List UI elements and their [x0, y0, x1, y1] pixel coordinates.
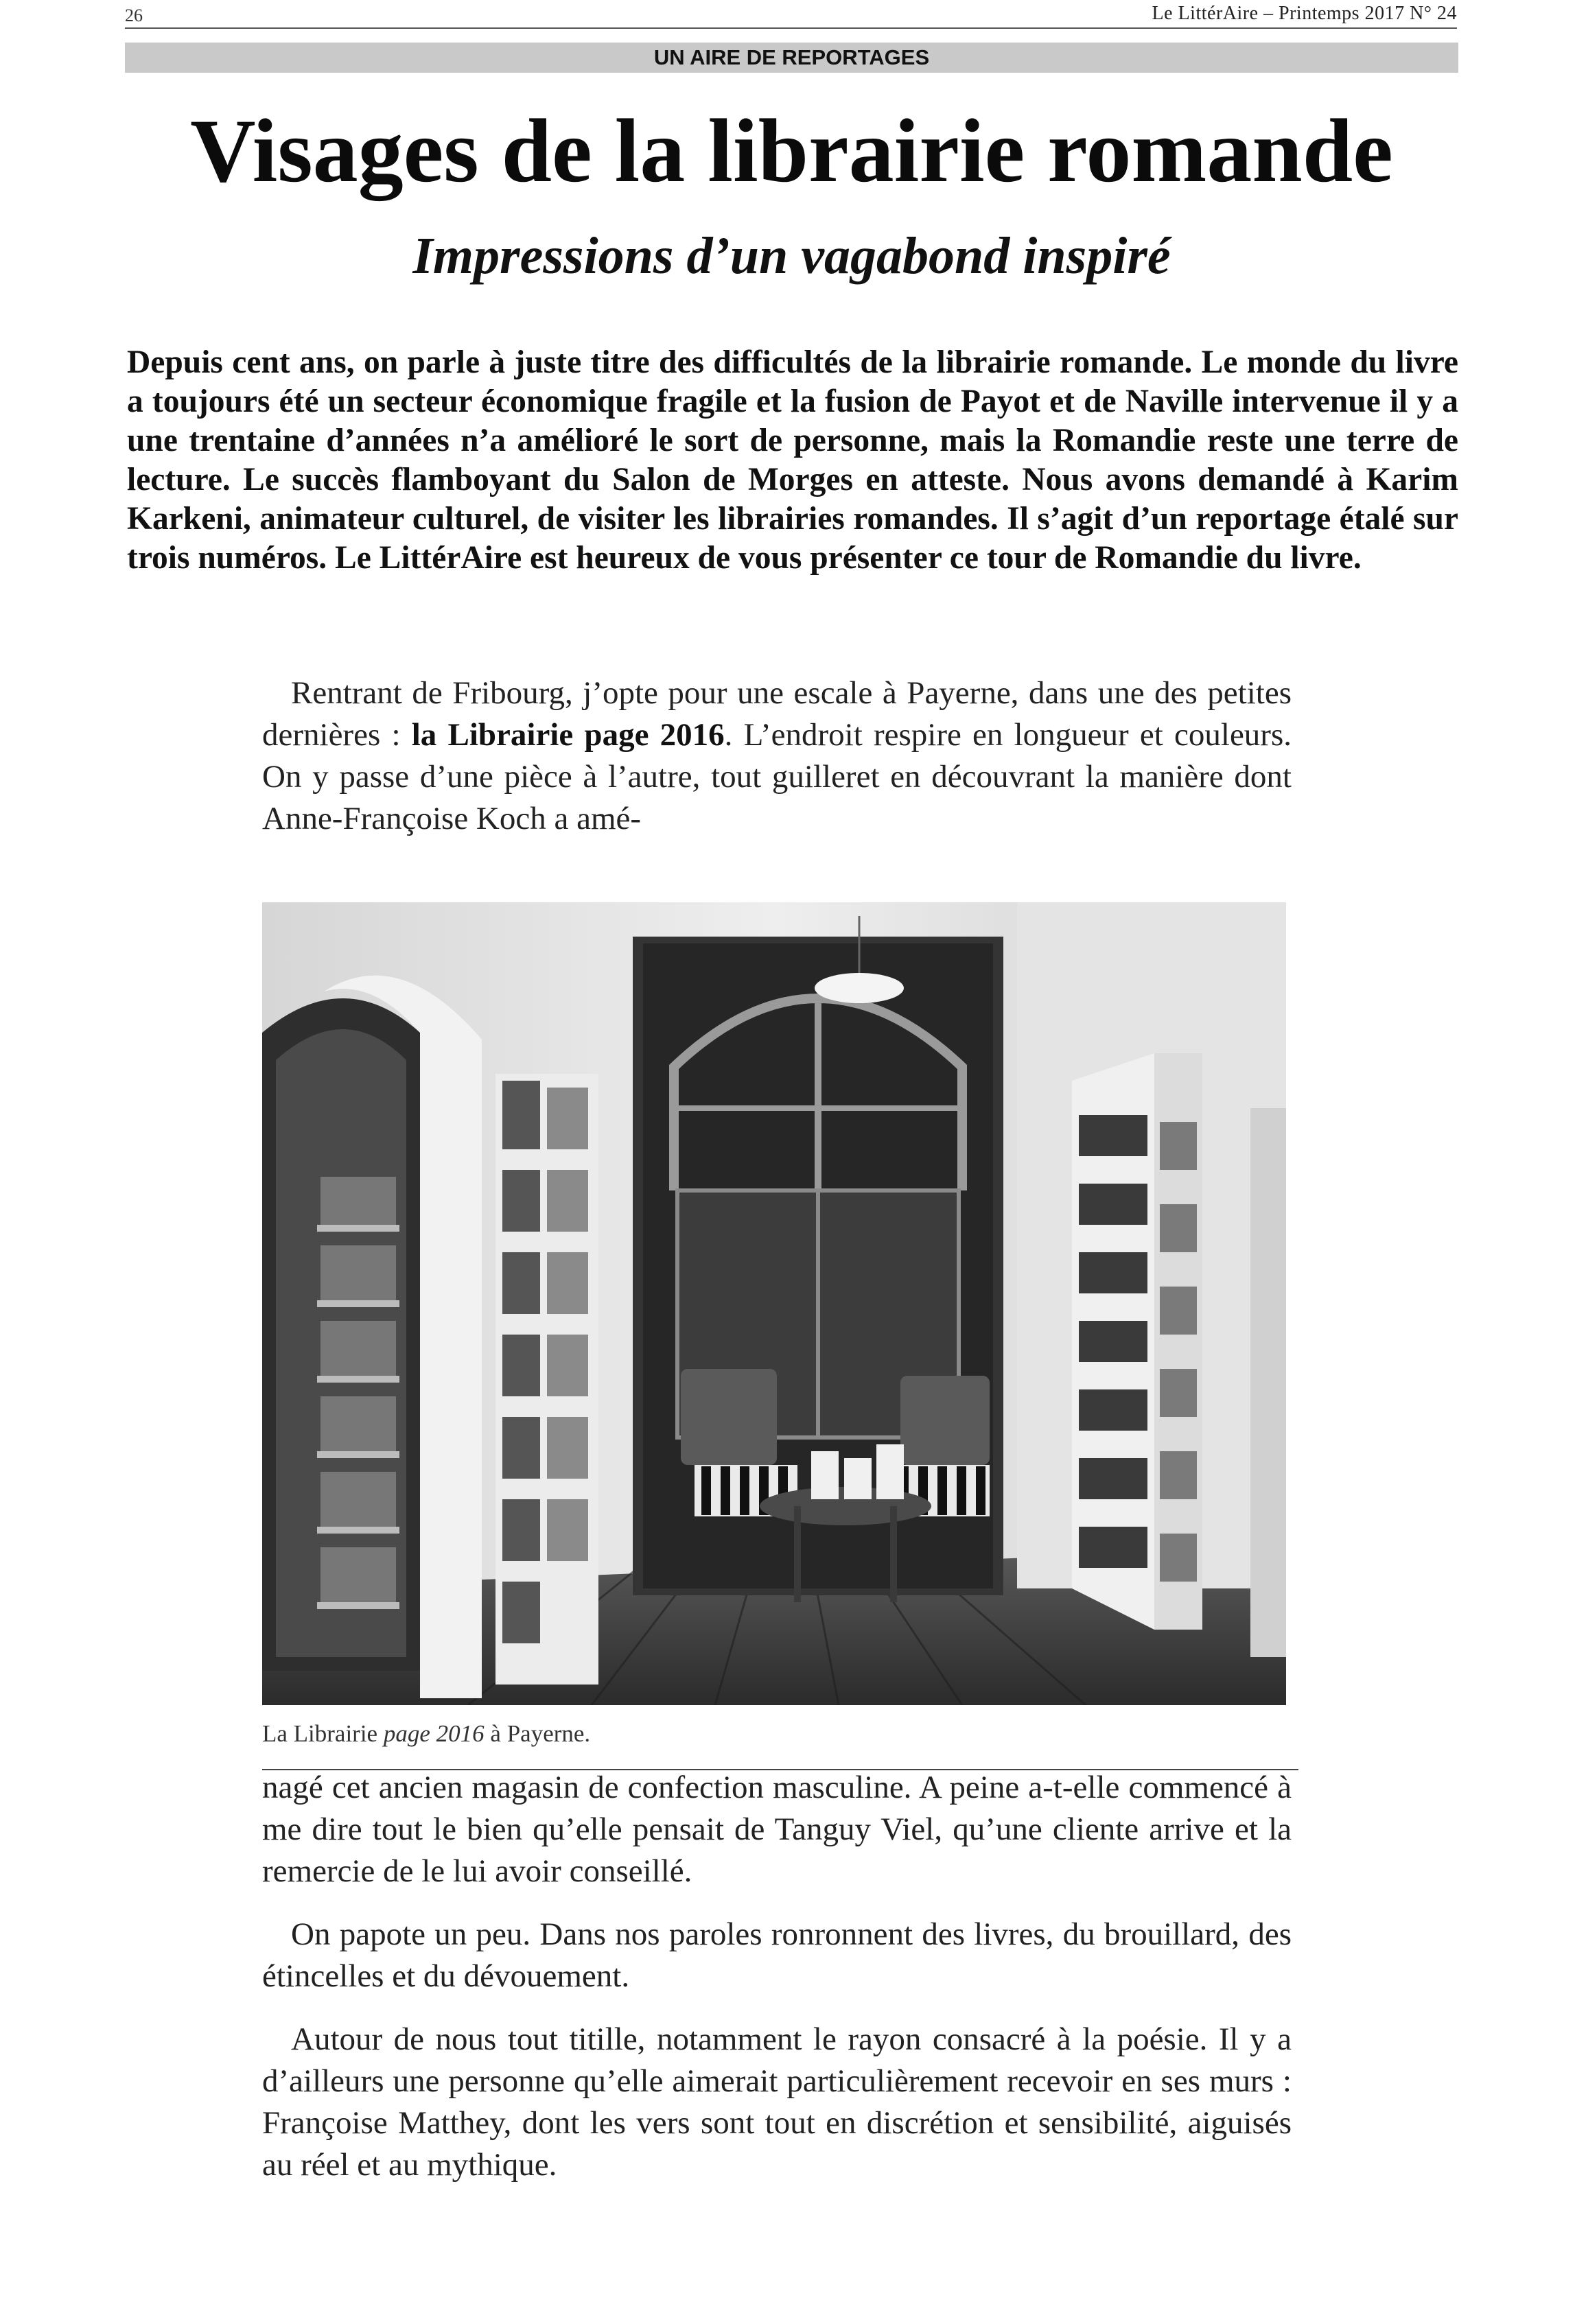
body-paragraph-1 [262, 672, 1292, 840]
caption-suffix: à Payerne. [484, 1720, 591, 1747]
body-paragraph-3: Autour de nous tout titille, notamment le rayon consacré à la poésie. Il y a d’ailleurs une personne qu’elle aimerait particulièrement recevoir en ses murs : Françoise Matthey, dont les vers sont tout en discrétion et sensibilité, aiguisés au réel et au mythique. [262, 2021, 1292, 2183]
section-band: UN AIRE DE REPORTAGES [125, 43, 1458, 73]
body-continuation [262, 1767, 1292, 2207]
caption-italic: page 2016 [383, 1720, 485, 1747]
photo-caption [262, 1720, 590, 1748]
para1-text-start: Rentrant de Fribourg, j’opte pour une escale à Payerne, dans une des petites dernières : [262, 675, 1292, 753]
page-number: 26 [125, 5, 143, 25]
article-title: Visages de la librairie romande [190, 100, 1393, 201]
article-lead: Depuis cent ans, on parle à juste titre des difficultés de la librairie romande. Le monde du livre a toujours été un secteur économique fragile et la fusion de Payot et de Naville intervenue il y a une trentaine d’années n’a amélioré le sort de personne, mais la Romandie reste une terre de lecture. Le succès flamboyant du Salon de Morges en atteste. Nous avons demandé à Karim Karkeni, animateur culturel, de visiter les librairies romandes. Il s’agit d’un reportage étalé sur trois numéros. Le LittérAire est heureux de vous présenter ce tour de Romandie du livre. [127, 344, 1458, 576]
body-paragraph-1-continued: nagé cet ancien magasin de confection masculine. A peine a-t-elle commencé à me dire tout le bien qu’elle pensait de Tanguy Viel, qu’une cliente arrive et la remercie de le lui avoir conseillé. [262, 1770, 1292, 1889]
header-rule [125, 27, 1457, 29]
para1-text-end: . L’endroit respire en longueur et couleurs. On y passe d’une pièce à l’autre, tout guilleret en découvrant la manière dont Anne-Françoise Koch a amé- [262, 717, 1292, 836]
bookshop-photo [262, 902, 1286, 1705]
publication-header: Le LittérAire – Printemps 2017 N° 24 [1152, 3, 1457, 24]
bookshop-name: la Librairie page 2016 [411, 717, 725, 753]
bookshop-photo-illustration [262, 902, 1286, 1705]
article-subtitle: Impressions d’un vagabond inspiré [412, 227, 1171, 285]
caption-prefix: La Librairie [262, 1720, 384, 1747]
body-paragraph-2: On papote un peu. Dans nos paroles ronronnent des livres, du brouillard, des étincelles et du dévouement. [262, 1916, 1292, 1994]
